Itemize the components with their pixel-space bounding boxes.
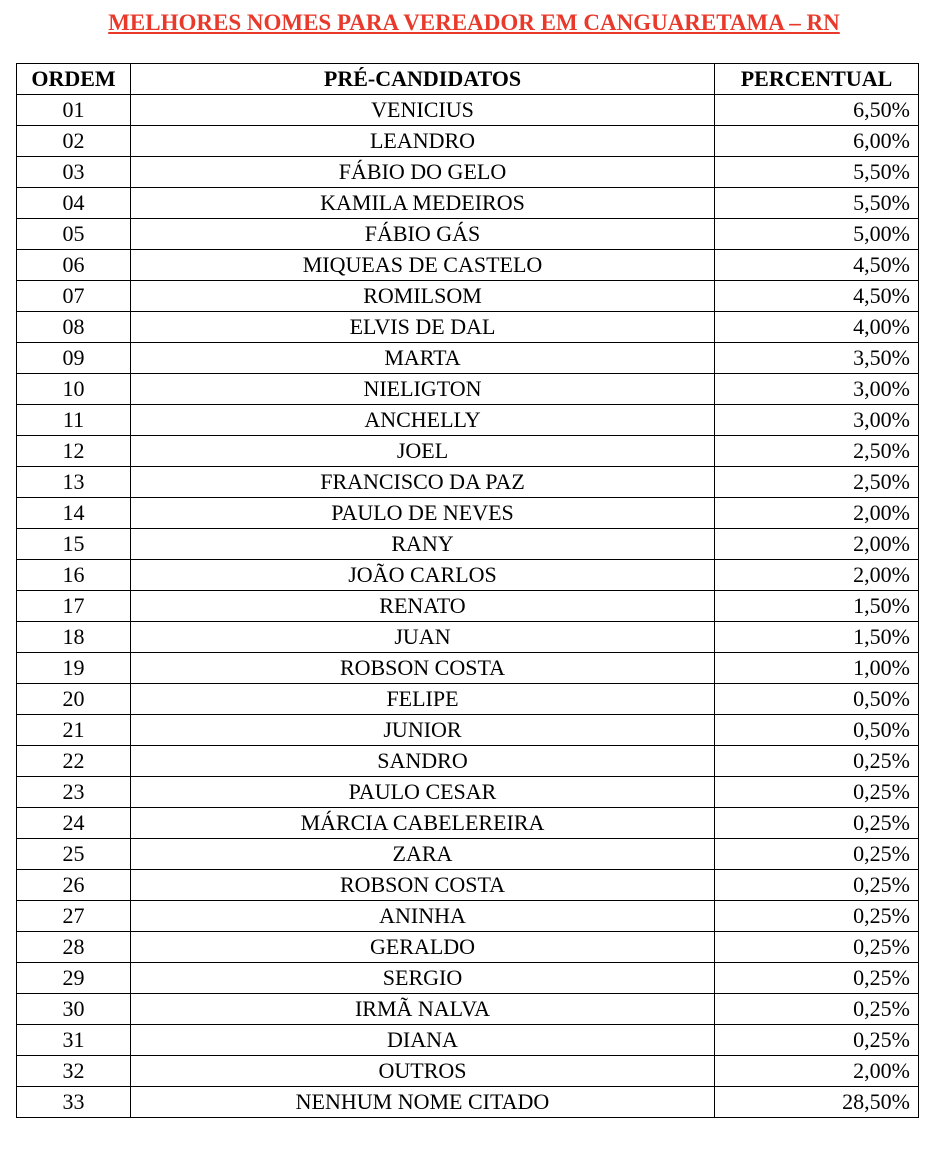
table-row bbox=[17, 932, 919, 963]
percent-cell: 3,50% bbox=[715, 343, 919, 374]
candidate-name-cell: MÁRCIA CABELEREIRA bbox=[131, 808, 715, 839]
ordem-cell: 19 bbox=[17, 653, 131, 684]
page-title: MELHORES NOMES PARA VEREADOR EM CANGUARETAMA – RN bbox=[108, 10, 840, 35]
percent-cell: 3,00% bbox=[715, 374, 919, 405]
table-row bbox=[17, 560, 919, 591]
candidate-name-cell: PAULO DE NEVES bbox=[131, 498, 715, 529]
candidate-name-cell: ELVIS DE DAL bbox=[131, 312, 715, 343]
results-table bbox=[16, 63, 919, 1118]
percent-cell: 0,25% bbox=[715, 932, 919, 963]
percent-cell: 2,50% bbox=[715, 436, 919, 467]
table-row bbox=[17, 622, 919, 653]
ordem-cell: 01 bbox=[17, 95, 131, 126]
candidate-name-cell: VENICIUS bbox=[131, 95, 715, 126]
percent-cell: 1,50% bbox=[715, 622, 919, 653]
ordem-cell: 10 bbox=[17, 374, 131, 405]
percent-cell: 6,50% bbox=[715, 95, 919, 126]
table-row bbox=[17, 777, 919, 808]
table-row bbox=[17, 157, 919, 188]
ordem-cell: 29 bbox=[17, 963, 131, 994]
candidate-name-cell: LEANDRO bbox=[131, 126, 715, 157]
percent-cell: 2,50% bbox=[715, 467, 919, 498]
candidate-name-cell: ROMILSOM bbox=[131, 281, 715, 312]
percent-cell: 3,00% bbox=[715, 405, 919, 436]
candidate-name-cell: FÁBIO DO GELO bbox=[131, 157, 715, 188]
table-row bbox=[17, 1087, 919, 1118]
percent-cell: 0,25% bbox=[715, 839, 919, 870]
percent-cell: 0,25% bbox=[715, 746, 919, 777]
ordem-cell: 24 bbox=[17, 808, 131, 839]
candidate-name-cell: FRANCISCO DA PAZ bbox=[131, 467, 715, 498]
ordem-cell: 21 bbox=[17, 715, 131, 746]
table-row bbox=[17, 250, 919, 281]
table-row bbox=[17, 715, 919, 746]
candidate-name-cell: ZARA bbox=[131, 839, 715, 870]
percent-cell: 4,00% bbox=[715, 312, 919, 343]
percent-cell: 2,00% bbox=[715, 1056, 919, 1087]
candidate-name-cell: GERALDO bbox=[131, 932, 715, 963]
table-row bbox=[17, 994, 919, 1025]
percent-cell: 4,50% bbox=[715, 250, 919, 281]
percent-cell: 2,00% bbox=[715, 560, 919, 591]
percent-cell: 0,25% bbox=[715, 808, 919, 839]
ordem-cell: 05 bbox=[17, 219, 131, 250]
table-row bbox=[17, 901, 919, 932]
ordem-cell: 18 bbox=[17, 622, 131, 653]
table-row bbox=[17, 963, 919, 994]
ordem-cell: 16 bbox=[17, 560, 131, 591]
header-row bbox=[17, 64, 919, 95]
percent-cell: 5,50% bbox=[715, 157, 919, 188]
table-row bbox=[17, 219, 919, 250]
candidate-name-cell: NENHUM NOME CITADO bbox=[131, 1087, 715, 1118]
table-row bbox=[17, 1056, 919, 1087]
candidate-name-cell: DIANA bbox=[131, 1025, 715, 1056]
ordem-cell: 08 bbox=[17, 312, 131, 343]
candidate-name-cell: JUAN bbox=[131, 622, 715, 653]
ordem-cell: 04 bbox=[17, 188, 131, 219]
candidate-name-cell: MARTA bbox=[131, 343, 715, 374]
percent-cell: 0,25% bbox=[715, 994, 919, 1025]
table-row bbox=[17, 374, 919, 405]
candidate-name-cell: ANCHELLY bbox=[131, 405, 715, 436]
table-row bbox=[17, 188, 919, 219]
ordem-cell: 28 bbox=[17, 932, 131, 963]
table-body bbox=[17, 95, 919, 1118]
ordem-cell: 27 bbox=[17, 901, 131, 932]
ordem-cell: 07 bbox=[17, 281, 131, 312]
percent-cell: 1,50% bbox=[715, 591, 919, 622]
ordem-cell: 26 bbox=[17, 870, 131, 901]
candidate-name-cell: FÁBIO GÁS bbox=[131, 219, 715, 250]
percent-cell: 0,50% bbox=[715, 715, 919, 746]
table-row bbox=[17, 684, 919, 715]
percent-cell: 5,50% bbox=[715, 188, 919, 219]
ordem-cell: 22 bbox=[17, 746, 131, 777]
candidate-name-cell: KAMILA MEDEIROS bbox=[131, 188, 715, 219]
table-row bbox=[17, 467, 919, 498]
percent-cell: 0,25% bbox=[715, 901, 919, 932]
percent-cell: 28,50% bbox=[715, 1087, 919, 1118]
ordem-cell: 15 bbox=[17, 529, 131, 560]
ordem-cell: 31 bbox=[17, 1025, 131, 1056]
percent-cell: 0,25% bbox=[715, 963, 919, 994]
percent-cell: 0,25% bbox=[715, 1025, 919, 1056]
table-row bbox=[17, 281, 919, 312]
table-row bbox=[17, 870, 919, 901]
candidate-name-cell: RANY bbox=[131, 529, 715, 560]
candidate-name-cell: JOÃO CARLOS bbox=[131, 560, 715, 591]
ordem-cell: 12 bbox=[17, 436, 131, 467]
candidate-name-cell: ROBSON COSTA bbox=[131, 870, 715, 901]
table-row bbox=[17, 343, 919, 374]
ordem-cell: 09 bbox=[17, 343, 131, 374]
ordem-cell: 20 bbox=[17, 684, 131, 715]
candidate-name-cell: JUNIOR bbox=[131, 715, 715, 746]
candidate-name-cell: FELIPE bbox=[131, 684, 715, 715]
percent-cell: 0,50% bbox=[715, 684, 919, 715]
candidate-name-cell: PAULO CESAR bbox=[131, 777, 715, 808]
candidate-name-cell: RENATO bbox=[131, 591, 715, 622]
candidate-name-cell: NIELIGTON bbox=[131, 374, 715, 405]
ordem-cell: 30 bbox=[17, 994, 131, 1025]
ordem-cell: 23 bbox=[17, 777, 131, 808]
ordem-cell: 11 bbox=[17, 405, 131, 436]
header-percentual: PERCENTUAL bbox=[715, 64, 919, 95]
candidate-name-cell: ANINHA bbox=[131, 901, 715, 932]
percent-cell: 2,00% bbox=[715, 498, 919, 529]
ordem-cell: 17 bbox=[17, 591, 131, 622]
percent-cell: 4,50% bbox=[715, 281, 919, 312]
ordem-cell: 14 bbox=[17, 498, 131, 529]
candidate-name-cell: IRMÃ NALVA bbox=[131, 994, 715, 1025]
ordem-cell: 32 bbox=[17, 1056, 131, 1087]
table-row bbox=[17, 405, 919, 436]
header-pre-candidatos: PRÉ-CANDIDATOS bbox=[131, 64, 715, 95]
table-row bbox=[17, 436, 919, 467]
ordem-cell: 25 bbox=[17, 839, 131, 870]
table-row bbox=[17, 498, 919, 529]
candidate-name-cell: MIQUEAS DE CASTELO bbox=[131, 250, 715, 281]
table-row bbox=[17, 591, 919, 622]
candidate-name-cell: OUTROS bbox=[131, 1056, 715, 1087]
ordem-cell: 33 bbox=[17, 1087, 131, 1118]
table-row bbox=[17, 746, 919, 777]
percent-cell: 2,00% bbox=[715, 529, 919, 560]
table-row bbox=[17, 1025, 919, 1056]
percent-cell: 6,00% bbox=[715, 126, 919, 157]
table-row bbox=[17, 529, 919, 560]
table-row bbox=[17, 839, 919, 870]
table-row bbox=[17, 653, 919, 684]
ordem-cell: 02 bbox=[17, 126, 131, 157]
table-row bbox=[17, 95, 919, 126]
percent-cell: 5,00% bbox=[715, 219, 919, 250]
ordem-cell: 03 bbox=[17, 157, 131, 188]
candidate-name-cell: SANDRO bbox=[131, 746, 715, 777]
percent-cell: 0,25% bbox=[715, 777, 919, 808]
ordem-cell: 13 bbox=[17, 467, 131, 498]
candidate-name-cell: SERGIO bbox=[131, 963, 715, 994]
table-row bbox=[17, 126, 919, 157]
table-row bbox=[17, 312, 919, 343]
ordem-cell: 06 bbox=[17, 250, 131, 281]
table-header bbox=[17, 64, 919, 95]
candidate-name-cell: JOEL bbox=[131, 436, 715, 467]
table-row bbox=[17, 808, 919, 839]
header-ordem: ORDEM bbox=[17, 64, 131, 95]
percent-cell: 0,25% bbox=[715, 870, 919, 901]
percent-cell: 1,00% bbox=[715, 653, 919, 684]
candidate-name-cell: ROBSON COSTA bbox=[131, 653, 715, 684]
